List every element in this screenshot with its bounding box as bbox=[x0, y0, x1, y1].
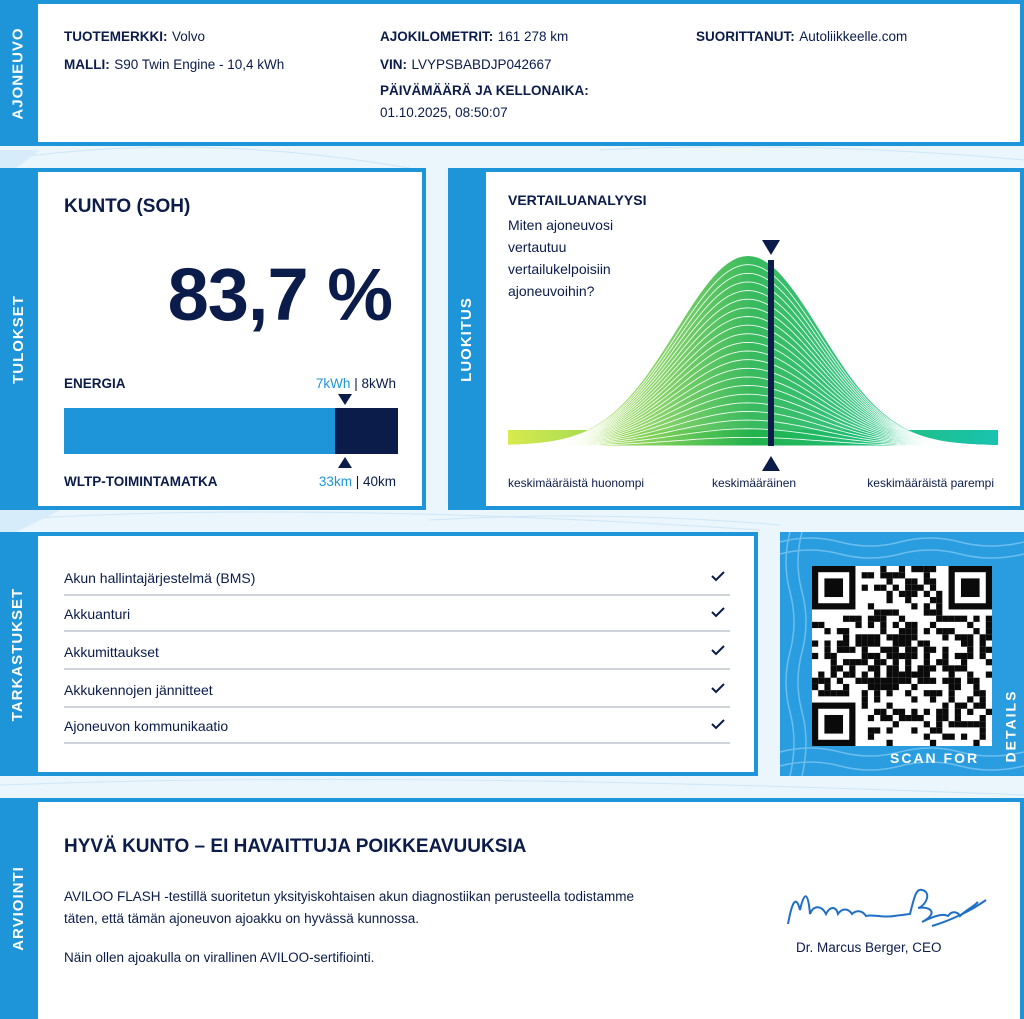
check-item bbox=[64, 672, 730, 708]
assessment-panel bbox=[34, 798, 1024, 1019]
checkmark-icon bbox=[710, 568, 726, 584]
assessment-tab-label: ARVIOINTI bbox=[9, 866, 27, 951]
qr-code[interactable] bbox=[812, 566, 992, 746]
assessment-tab bbox=[0, 798, 36, 1019]
label-worse: keskimääräistä huonompi bbox=[508, 476, 645, 490]
mileage-label: AJOKILOMETRIT: bbox=[380, 29, 494, 44]
scan-for-text: SCAN FOR bbox=[890, 750, 980, 766]
energy-label: ENERGIA bbox=[64, 376, 126, 391]
question-line: vertailukelpoisiin bbox=[508, 261, 611, 277]
checkmark-icon bbox=[710, 642, 726, 658]
results-tab-label: TULOKSET bbox=[9, 294, 27, 384]
energy-current: 7kWh bbox=[315, 376, 351, 391]
signature bbox=[782, 880, 992, 936]
check-item bbox=[64, 560, 730, 596]
check-item bbox=[64, 708, 730, 744]
checkmark-icon bbox=[710, 716, 726, 732]
qr-block[interactable] bbox=[780, 532, 1024, 776]
soh-title: KUNTO (SOH) bbox=[64, 196, 191, 217]
check-item bbox=[64, 634, 730, 670]
classification-panel bbox=[482, 168, 1024, 510]
check-item bbox=[64, 596, 730, 632]
assessment-heading: HYVÄ KUNTO – EI HAVAITTUJA POIKKEAVUUKSIA bbox=[64, 836, 527, 857]
range-label: WLTP-TOIMINTAMATKA bbox=[64, 474, 218, 489]
vehicle-panel bbox=[34, 0, 1024, 146]
average-marker-top bbox=[762, 240, 780, 255]
results-panel bbox=[34, 168, 426, 510]
checkmark-icon bbox=[710, 604, 726, 620]
details-text bbox=[990, 686, 1024, 766]
energy-triangle-bottom bbox=[338, 457, 352, 469]
performer-value: Autoliikkeelle.com bbox=[799, 29, 908, 44]
energy-total: 8kWh bbox=[361, 376, 396, 391]
check-item-label: Akkumittaukset bbox=[64, 644, 159, 660]
details-text-label: DETAILS bbox=[1002, 689, 1019, 763]
results-tab bbox=[0, 168, 36, 510]
energy-bar bbox=[64, 408, 398, 454]
classification-tab-label: LUOKITUS bbox=[457, 296, 475, 382]
label-better: keskimääräistä parempi bbox=[867, 476, 994, 490]
energy-bar-fill bbox=[64, 408, 335, 454]
date-label: PÄIVÄMÄÄRÄ JA KELLONAIKA: bbox=[380, 83, 589, 98]
vin-label: VIN: bbox=[380, 57, 407, 72]
checks-panel bbox=[34, 532, 758, 776]
certification-text: Näin ollen ajoakulla on virallinen AVILOO-sertifiointi. bbox=[64, 950, 375, 965]
average-marker-bottom bbox=[762, 456, 780, 472]
question-line: vertautuu bbox=[508, 239, 567, 255]
range-separator: | bbox=[355, 474, 360, 489]
checks-tab bbox=[0, 532, 36, 776]
checkmark-icon bbox=[710, 680, 726, 696]
check-item-label: Ajoneuvon kommunikaatio bbox=[64, 718, 229, 734]
question-line: ajoneuvoihin? bbox=[508, 283, 595, 299]
check-item-label: Akkukennojen jännitteet bbox=[64, 682, 213, 698]
energy-triangle-top bbox=[338, 394, 352, 406]
range-total: 40km bbox=[362, 474, 396, 489]
checks-tab-label: TARKASTUKSET bbox=[9, 587, 27, 721]
comparison-title: VERTAILUANALYYSI bbox=[508, 192, 647, 208]
average-marker-line bbox=[768, 260, 774, 446]
model-value: S90 Twin Engine - 10,4 kWh bbox=[114, 57, 285, 72]
vin-value: LVYPSBABDJP042667 bbox=[411, 57, 552, 72]
model-label: MALLI: bbox=[64, 57, 110, 72]
assessment-paragraph-line: täten, että tämän ajoneuvon ajoakku on hyvässä kunnossa. bbox=[64, 911, 419, 926]
classification-tab bbox=[448, 168, 484, 510]
vehicle-tab bbox=[0, 0, 36, 146]
signature-name: Dr. Marcus Berger, CEO bbox=[796, 940, 942, 955]
date-value: 01.10.2025, 08:50:07 bbox=[380, 105, 508, 120]
brand-value: Volvo bbox=[171, 29, 205, 44]
mileage-value: 161 278 km bbox=[497, 29, 569, 44]
brand-label: TUOTEMERKKI: bbox=[64, 29, 168, 44]
soh-value: 83,7 % bbox=[167, 253, 392, 336]
vehicle-tab-label: AJONEUVO bbox=[9, 26, 27, 120]
assessment-paragraph-line: AVILOO FLASH -testillä suoritetun yksityiskohtaisen akun diagnostiikan perusteella todistamme bbox=[64, 889, 635, 904]
label-average: keskimääräinen bbox=[712, 476, 797, 490]
assessment-paragraph bbox=[64, 886, 634, 930]
check-item-label: Akun hallintajärjestelmä (BMS) bbox=[64, 570, 256, 586]
qr-code-image bbox=[812, 566, 992, 746]
question-line: Miten ajoneuvosi bbox=[508, 217, 614, 233]
energy-separator: | bbox=[354, 376, 358, 391]
check-item-label: Akkuanturi bbox=[64, 606, 131, 622]
performer-label: SUORITTANUT: bbox=[696, 29, 795, 44]
range-current: 33km bbox=[318, 474, 352, 489]
distribution-curve bbox=[508, 234, 998, 452]
